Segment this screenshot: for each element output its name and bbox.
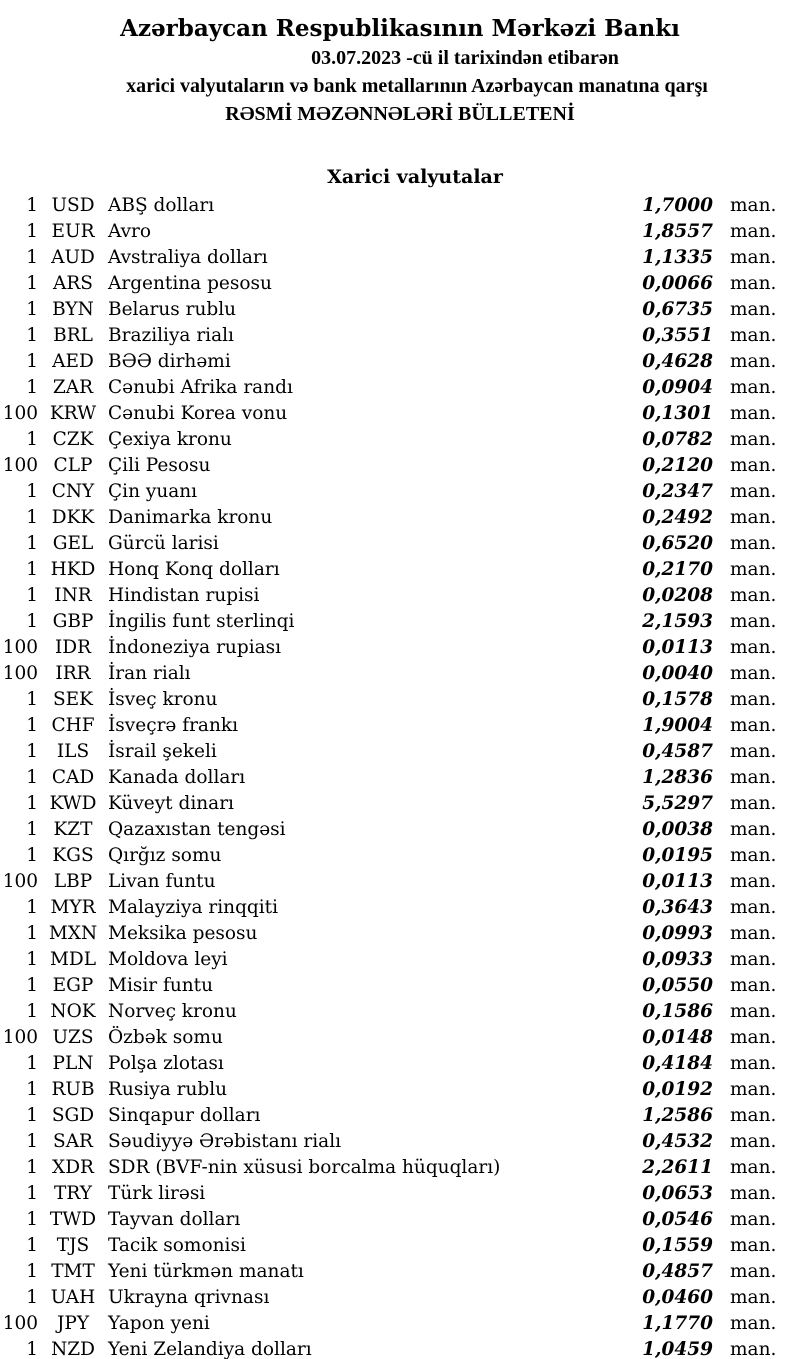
quantity-cell: 1 (26, 377, 38, 398)
unit-label: man. (730, 793, 777, 814)
currency-name: Polşa zlotası (108, 1053, 224, 1074)
quantity-cell: 1 (26, 1287, 38, 1308)
table-row (0, 1311, 800, 1337)
currency-code: NOK (50, 1001, 96, 1022)
currency-name: Yeni türkmən manatı (108, 1261, 304, 1282)
currency-name: Danimarka kronu (108, 507, 273, 528)
unit-label: man. (730, 299, 777, 320)
table-row (0, 1025, 800, 1051)
rate-value: 0,0038 (642, 819, 713, 840)
currency-code: IDR (54, 637, 92, 658)
unit-label: man. (730, 715, 777, 736)
rate-value: 0,2492 (642, 507, 713, 528)
currency-name: Malayziya rinqqiti (108, 897, 279, 918)
table-row (0, 1285, 800, 1311)
table-row (0, 765, 800, 791)
rate-value: 0,0460 (642, 1287, 713, 1308)
table-row (0, 1259, 800, 1285)
currency-name: Səudiyyə Ərəbistanı rialı (108, 1131, 342, 1152)
currency-name: Tacik somonisi (108, 1235, 246, 1256)
section-title-foreign-currencies: Xarici valyutalar (327, 166, 503, 188)
unit-label: man. (730, 923, 777, 944)
currency-code: KZT (53, 819, 93, 840)
unit-label: man. (730, 949, 777, 970)
currency-name: Rusiya rublu (108, 1079, 228, 1100)
currency-name: Gürcü larisi (108, 533, 219, 554)
quantity-cell: 1 (26, 845, 38, 866)
currency-name: Argentina pesosu (108, 273, 272, 294)
rate-value: 5,5297 (642, 793, 713, 814)
currency-code: GBP (52, 611, 94, 632)
quantity-cell: 100 (2, 403, 38, 424)
currency-name: BƏƏ dirhəmi (108, 351, 231, 372)
quantity-cell: 1 (26, 1235, 38, 1256)
table-row (0, 193, 800, 219)
table-row (0, 1207, 800, 1233)
currency-code: EGP (52, 975, 94, 996)
quantity-cell: 1 (26, 325, 38, 346)
currency-name: Braziliya rialı (108, 325, 234, 346)
rate-value: 2,1593 (642, 611, 713, 632)
rate-value: 0,0113 (642, 637, 713, 658)
table-row (0, 713, 800, 739)
rate-value: 0,4587 (642, 741, 713, 762)
unit-label: man. (730, 1157, 777, 1178)
currency-code: DKK (51, 507, 95, 528)
unit-label: man. (730, 481, 777, 502)
unit-label: man. (730, 1313, 777, 1334)
currency-code: TJS (56, 1235, 90, 1256)
currency-code: BYN (52, 299, 94, 320)
unit-label: man. (730, 1235, 777, 1256)
currency-name: Livan funtu (108, 871, 216, 892)
table-row (0, 349, 800, 375)
currency-name: İsveç kronu (108, 689, 218, 710)
quantity-cell: 1 (26, 221, 38, 242)
currency-code: TMT (51, 1261, 95, 1282)
currency-code: ILS (56, 741, 90, 762)
currency-code: KGS (52, 845, 94, 866)
currency-name: Türk lirəsi (108, 1183, 206, 1204)
currency-name: Kanada dolları (108, 767, 246, 788)
currency-name: İsveçrə frankı (108, 715, 238, 736)
quantity-cell: 1 (26, 793, 38, 814)
quantity-cell: 100 (2, 637, 38, 658)
rate-value: 0,0550 (642, 975, 713, 996)
rate-value: 0,0904 (642, 377, 713, 398)
table-row (0, 583, 800, 609)
rate-value: 0,4532 (642, 1131, 713, 1152)
quantity-cell: 1 (26, 975, 38, 996)
table-row (0, 323, 800, 349)
currency-name: Özbək somu (108, 1027, 223, 1048)
currency-code: USD (51, 195, 95, 216)
unit-label: man. (730, 1079, 777, 1100)
table-row (0, 219, 800, 245)
unit-label: man. (730, 273, 777, 294)
table-row (0, 531, 800, 557)
effective-date-line: 03.07.2023 -cü il tarixindən etibarən (311, 47, 619, 69)
table-row (0, 297, 800, 323)
rate-value: 0,0208 (642, 585, 713, 606)
bulletin-title: RƏSMİ MƏZƏNNƏLƏRİ BÜLLETENİ (225, 103, 575, 125)
table-row (0, 505, 800, 531)
unit-label: man. (730, 1183, 777, 1204)
currency-code: MXN (48, 923, 98, 944)
unit-label: man. (730, 585, 777, 606)
unit-label: man. (730, 845, 777, 866)
currency-name: Sinqapur dolları (108, 1105, 261, 1126)
unit-label: man. (730, 1105, 777, 1126)
unit-label: man. (730, 221, 777, 242)
subtitle-line: xarici valyutaların və bank metallarının Azərbaycan manatına qarşı (126, 75, 708, 97)
currency-name: Honq Konq dolları (108, 559, 280, 580)
currency-code: LBP (53, 871, 93, 892)
table-row (0, 947, 800, 973)
unit-label: man. (730, 741, 777, 762)
table-row (0, 1155, 800, 1181)
rate-value: 0,3643 (642, 897, 713, 918)
currency-name: Meksika pesosu (108, 923, 258, 944)
quantity-cell: 1 (26, 1131, 38, 1152)
currency-code: CZK (52, 429, 94, 450)
rate-value: 2,2611 (642, 1157, 713, 1178)
unit-label: man. (730, 689, 777, 710)
table-row (0, 271, 800, 297)
currency-name: Çin yuanı (108, 481, 198, 502)
unit-label: man. (730, 377, 777, 398)
table-row (0, 973, 800, 999)
currency-name: Cənubi Afrika randı (108, 377, 293, 398)
quantity-cell: 1 (26, 767, 38, 788)
currency-name: İsrail şekeli (108, 741, 217, 762)
quantity-cell: 100 (2, 455, 38, 476)
quantity-cell: 1 (26, 273, 38, 294)
quantity-cell: 100 (2, 871, 38, 892)
table-row (0, 453, 800, 479)
quantity-cell: 1 (26, 351, 38, 372)
quantity-cell: 1 (26, 741, 38, 762)
currency-code: CLP (53, 455, 93, 476)
table-row (0, 1103, 800, 1129)
quantity-cell: 1 (26, 559, 38, 580)
table-row (0, 635, 800, 661)
rate-value: 0,0653 (642, 1183, 713, 1204)
quantity-cell: 1 (26, 1339, 38, 1359)
unit-label: man. (730, 403, 777, 424)
table-row (0, 375, 800, 401)
currency-name: Küveyt dinarı (108, 793, 234, 814)
unit-label: man. (730, 1339, 777, 1359)
rate-value: 1,7000 (642, 195, 713, 216)
rate-value: 0,6735 (642, 299, 713, 320)
currency-name: Belarus rublu (108, 299, 237, 320)
unit-label: man. (730, 325, 777, 346)
unit-label: man. (730, 611, 777, 632)
currency-name: Qırğız somu (108, 845, 222, 866)
rate-value: 1,9004 (642, 715, 713, 736)
currency-name: Yeni Zelandiya dolları (108, 1339, 312, 1359)
rate-value: 0,0993 (642, 923, 713, 944)
currency-code: CAD (51, 767, 95, 788)
currency-name: Tayvan dolları (108, 1209, 241, 1230)
currency-code: CHF (51, 715, 95, 736)
unit-label: man. (730, 1209, 777, 1230)
currency-code: UZS (52, 1027, 94, 1048)
rate-value: 0,6520 (642, 533, 713, 554)
quantity-cell: 1 (26, 1183, 38, 1204)
rate-value: 0,0192 (642, 1079, 713, 1100)
rate-value: 0,0933 (642, 949, 713, 970)
currency-code: TWD (49, 1209, 97, 1230)
unit-label: man. (730, 1261, 777, 1282)
quantity-cell: 1 (26, 247, 38, 268)
currency-code: UAH (50, 1287, 96, 1308)
currency-name: ABŞ dolları (108, 195, 215, 216)
unit-label: man. (730, 819, 777, 840)
rate-value: 0,0782 (642, 429, 713, 450)
rate-value: 1,8557 (642, 221, 713, 242)
currency-name: İndoneziya rupiası (108, 637, 282, 658)
quantity-cell: 1 (26, 715, 38, 736)
unit-label: man. (730, 351, 777, 372)
currency-code: BRL (53, 325, 93, 346)
rate-value: 0,0195 (642, 845, 713, 866)
currency-name: Avro (108, 221, 152, 242)
currency-code: SEK (53, 689, 93, 710)
unit-label: man. (730, 767, 777, 788)
quantity-cell: 1 (26, 533, 38, 554)
quantity-cell: 1 (26, 299, 38, 320)
rate-value: 0,0066 (642, 273, 713, 294)
currency-code: KWD (49, 793, 97, 814)
unit-label: man. (730, 1053, 777, 1074)
rate-value: 1,1335 (642, 247, 713, 268)
unit-label: man. (730, 663, 777, 684)
quantity-cell: 1 (26, 1079, 38, 1100)
quantity-cell: 1 (26, 1209, 38, 1230)
currency-name: Qazaxıstan tengəsi (108, 819, 286, 840)
table-row (0, 739, 800, 765)
unit-label: man. (730, 1287, 777, 1308)
quantity-cell: 1 (26, 195, 38, 216)
table-row (0, 791, 800, 817)
table-row (0, 869, 800, 895)
currency-name: Misir funtu (108, 975, 214, 996)
unit-label: man. (730, 871, 777, 892)
quantity-cell: 1 (26, 923, 38, 944)
quantity-cell: 1 (26, 1105, 38, 1126)
table-row (0, 1129, 800, 1155)
rate-value: 0,1301 (642, 403, 713, 424)
quantity-cell: 1 (26, 1053, 38, 1074)
table-row (0, 479, 800, 505)
table-row (0, 1051, 800, 1077)
table-row (0, 401, 800, 427)
rate-value: 0,1586 (642, 1001, 713, 1022)
rate-value: 0,2170 (642, 559, 713, 580)
rates-table (0, 193, 800, 1359)
quantity-cell: 1 (26, 1261, 38, 1282)
table-row (0, 1077, 800, 1103)
currency-code: GEL (52, 533, 94, 554)
currency-code: MDL (49, 949, 97, 970)
rate-value: 0,0040 (642, 663, 713, 684)
table-row (0, 687, 800, 713)
unit-label: man. (730, 1027, 777, 1048)
quantity-cell: 1 (26, 585, 38, 606)
currency-code: SAR (53, 1131, 93, 1152)
quantity-cell: 100 (2, 663, 38, 684)
rate-value: 0,0113 (642, 871, 713, 892)
page-title: Azərbaycan Respublikasının Mərkəzi Bankı (120, 15, 680, 42)
currency-code: JPY (56, 1313, 90, 1334)
currency-name: Ukrayna qrivnası (108, 1287, 270, 1308)
rate-value: 0,3551 (642, 325, 713, 346)
currency-name: Yapon yeni (108, 1313, 210, 1334)
unit-label: man. (730, 897, 777, 918)
table-row (0, 245, 800, 271)
currency-code: TRY (54, 1183, 92, 1204)
unit-label: man. (730, 975, 777, 996)
quantity-cell: 1 (26, 429, 38, 450)
rate-value: 0,4184 (642, 1053, 713, 1074)
currency-code: SGD (51, 1105, 95, 1126)
table-row (0, 1337, 800, 1359)
unit-label: man. (730, 507, 777, 528)
rate-value: 0,2120 (642, 455, 713, 476)
unit-label: man. (730, 429, 777, 450)
currency-code: KRW (49, 403, 97, 424)
rate-value: 1,1770 (642, 1313, 713, 1334)
currency-code: MYR (50, 897, 96, 918)
currency-code: PLN (52, 1053, 94, 1074)
unit-label: man. (730, 1131, 777, 1152)
table-row (0, 843, 800, 869)
currency-code: INR (54, 585, 92, 606)
currency-code: NZD (51, 1339, 95, 1359)
quantity-cell: 1 (26, 1157, 38, 1178)
rate-value: 0,1559 (642, 1235, 713, 1256)
quantity-cell: 1 (26, 949, 38, 970)
table-row (0, 999, 800, 1025)
quantity-cell: 1 (26, 481, 38, 502)
currency-code: CNY (51, 481, 95, 502)
unit-label: man. (730, 533, 777, 554)
rate-value: 0,0546 (642, 1209, 713, 1230)
table-row (0, 1181, 800, 1207)
currency-code: ARS (53, 273, 93, 294)
rate-value: 1,2586 (642, 1105, 713, 1126)
currency-name: İngilis funt sterlinqi (108, 611, 295, 632)
table-row (0, 1233, 800, 1259)
table-row (0, 895, 800, 921)
quantity-cell: 1 (26, 819, 38, 840)
currency-name: Avstraliya dolları (108, 247, 268, 268)
table-row (0, 661, 800, 687)
currency-code: HKD (50, 559, 96, 580)
rate-value: 0,4628 (642, 351, 713, 372)
rate-value: 1,2836 (642, 767, 713, 788)
table-row (0, 921, 800, 947)
currency-name: Norveç kronu (108, 1001, 237, 1022)
currency-code: XDR (52, 1157, 94, 1178)
rate-value: 0,4857 (642, 1261, 713, 1282)
table-row (0, 817, 800, 843)
quantity-cell: 1 (26, 897, 38, 918)
currency-name: Çexiya kronu (108, 429, 232, 450)
currency-code: ZAR (52, 377, 94, 398)
quantity-cell: 1 (26, 1001, 38, 1022)
currency-name: Hindistan rupisi (108, 585, 260, 606)
currency-name: Moldova leyi (108, 949, 228, 970)
quantity-cell: 1 (26, 611, 38, 632)
rate-value: 0,0148 (642, 1027, 713, 1048)
currency-code: AED (52, 351, 94, 372)
table-row (0, 427, 800, 453)
quantity-cell: 1 (26, 689, 38, 710)
unit-label: man. (730, 455, 777, 476)
rate-value: 1,0459 (642, 1339, 713, 1359)
currency-name: Cənubi Korea vonu (108, 403, 288, 424)
rate-value: 0,2347 (642, 481, 713, 502)
unit-label: man. (730, 1001, 777, 1022)
currency-code: IRR (55, 663, 91, 684)
currency-code: RUB (51, 1079, 95, 1100)
quantity-cell: 100 (2, 1027, 38, 1048)
unit-label: man. (730, 637, 777, 658)
currency-name: İran rialı (108, 663, 191, 684)
currency-name: SDR (BVF-nin xüsusi borcalma hüquqları) (108, 1157, 501, 1178)
unit-label: man. (730, 195, 777, 216)
quantity-cell: 1 (26, 507, 38, 528)
currency-code: AUD (51, 247, 95, 268)
quantity-cell: 100 (2, 1313, 38, 1334)
unit-label: man. (730, 247, 777, 268)
table-row (0, 609, 800, 635)
table-row (0, 557, 800, 583)
currency-name: Çili Pesosu (108, 455, 211, 476)
rate-value: 0,1578 (642, 689, 713, 710)
currency-code: EUR (51, 221, 95, 242)
unit-label: man. (730, 559, 777, 580)
